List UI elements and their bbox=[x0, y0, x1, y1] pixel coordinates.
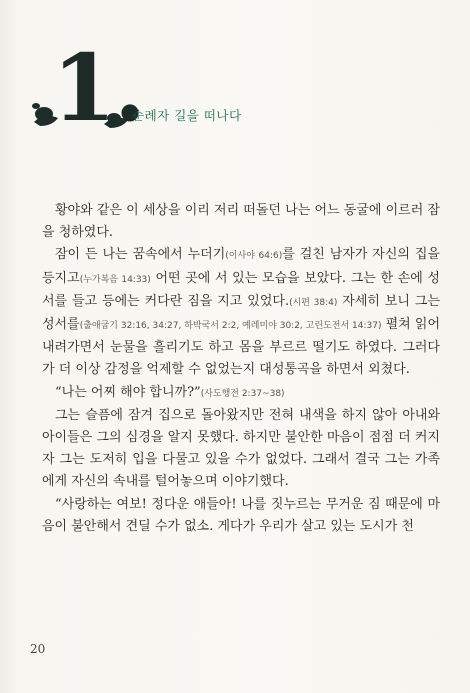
scripture-reference: (시편 38:4) bbox=[289, 297, 338, 308]
chapter-heading bbox=[30, 34, 390, 142]
paragraph-text: 를 걸친 남자가 자신의 집을 등지고 bbox=[42, 247, 440, 286]
paragraph-text: 그는 슬픔에 잠겨 집으로 돌아왔지만 전혀 내색을 하지 않아 아내와 아이들은 그의 심경을 알지 못했다. 하지만 불안한 마음이 점점 더 커지자 그는 도저히 입을 다물고 있을 수가 없었다. 그래서 결국 그는 가족에게 자신의 속내를 털어놓으며 이야기했다. bbox=[42, 407, 440, 490]
paragraph-text: 어떤 곳에 서 있는 모습을 보았다. 그는 한 손에 성서를 들고 등에는 커다란 짐을 지고 있었다. bbox=[42, 270, 440, 309]
chapter-title: 순례자 길을 떠나다 bbox=[132, 108, 242, 123]
paragraph bbox=[42, 382, 440, 405]
paragraph-text: 펼쳐 읽어 내려가면서 눈물을 흘리기도 하고 몸을 부르르 떨기도 하였다. 그러다가 더 이상 감정을 억제할 수 없었는지 대성통곡을 하면서 외쳤다. bbox=[42, 317, 440, 378]
paragraph-text: “나는 어찌 해야 합니까?” bbox=[55, 384, 201, 400]
scripture-reference: (이사야 64:6) bbox=[225, 251, 283, 262]
chapter-number: 1. bbox=[52, 34, 145, 142]
scripture-reference: (누가복음 14:33) bbox=[79, 274, 151, 285]
scripture-reference: (사도행전 2:37~38) bbox=[200, 388, 285, 399]
scripture-reference: (출애굽기 32:16, 34:27, 하박국서 2:2, 예레미야 30:2, 고린도전서 14:37) bbox=[79, 321, 382, 332]
page-number: 20 bbox=[30, 642, 46, 656]
paragraph-text: 잠이 든 나는 꿈속에서 누더기 bbox=[55, 247, 226, 263]
paragraph bbox=[42, 405, 440, 494]
paragraph bbox=[42, 494, 440, 538]
paragraph bbox=[42, 244, 440, 381]
paragraph-text: 황야와 같은 이 세상을 이리 저리 떠돌던 나는 어느 동굴에 이르러 잠을 청하였다. bbox=[42, 203, 440, 241]
paragraph-text: 자세히 보니 그는 성서를 bbox=[42, 293, 440, 333]
body-text bbox=[42, 200, 440, 538]
paragraph bbox=[42, 200, 440, 244]
paragraph-text: “사랑하는 여보! 정다운 애들아! 나를 짓누르는 무거운 짐 때문에 마음이 불안해서 견딜 수가 없소. 게다가 우리가 살고 있는 도시가 천 bbox=[42, 496, 440, 534]
